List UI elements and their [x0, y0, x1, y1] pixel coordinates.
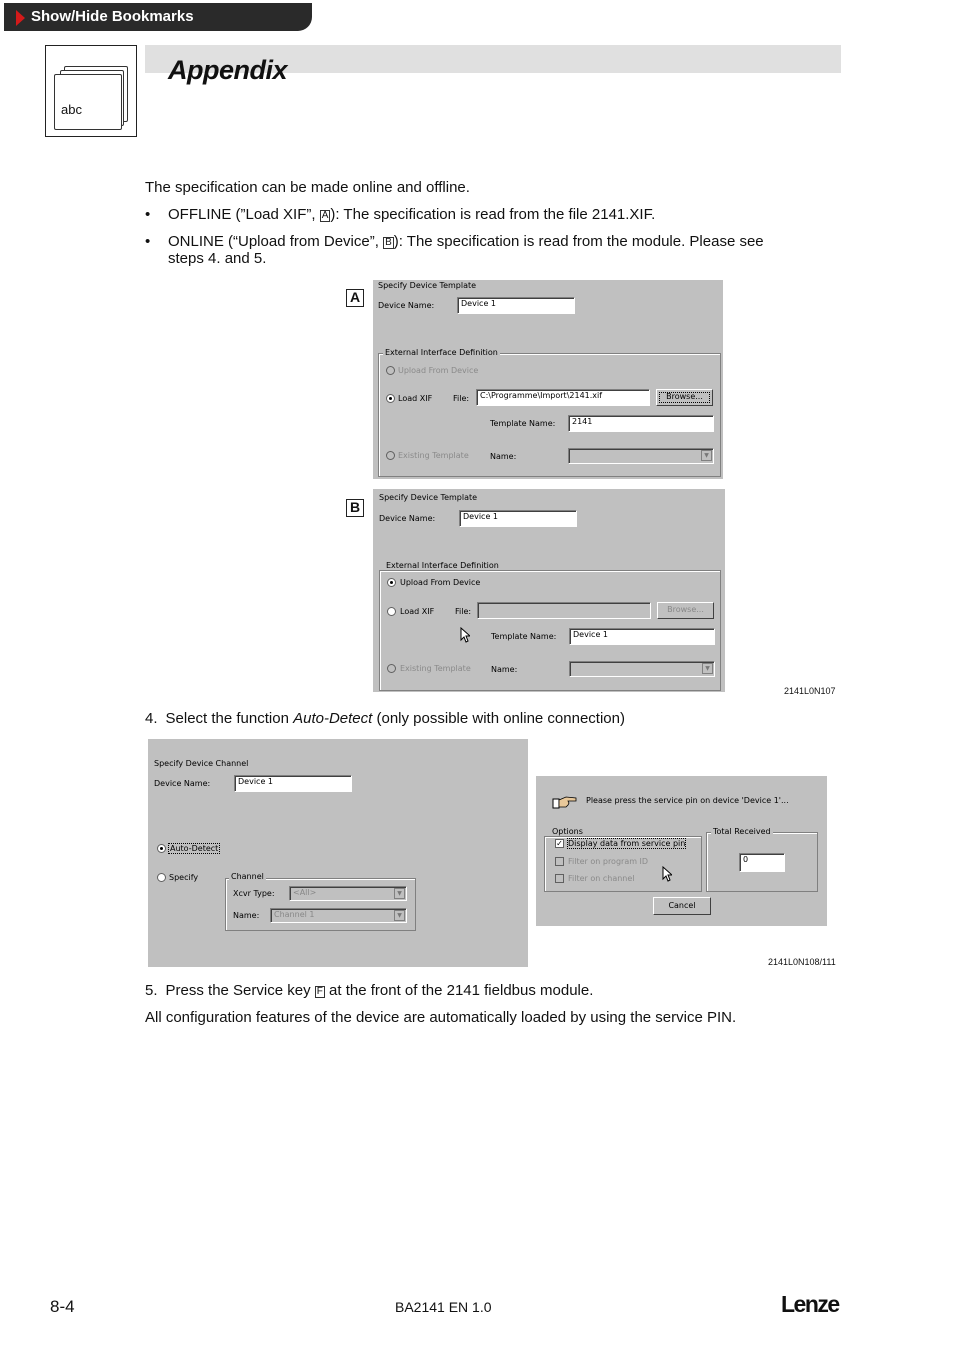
browse-button[interactable]: Browse... — [656, 389, 713, 406]
bullet-dot: • — [145, 206, 151, 223]
chevron-down-icon: ▼ — [702, 663, 713, 674]
chevron-down-icon: ▼ — [394, 910, 405, 921]
dialog-online — [373, 489, 725, 692]
name-label: Name: — [491, 665, 518, 674]
folder-label: abc — [61, 102, 82, 117]
dialog-title: Specify Device Template — [378, 281, 477, 290]
key-a-badge: A — [321, 210, 329, 221]
show-hide-bookmarks-button[interactable] — [4, 3, 312, 31]
filter-program-label: Filter on program ID — [568, 857, 649, 866]
page-title: Appendix — [168, 55, 288, 85]
existing-label: Existing Template — [398, 451, 469, 460]
template-select[interactable] — [569, 661, 715, 677]
existing-radio[interactable] — [387, 664, 396, 673]
bullet-online: ONLINE (“Upload from Device”, B ): The specification is read from the module. Please see — [168, 233, 764, 250]
step-4: 4. Select the function Auto-Detect (only possible with online connection) — [145, 710, 625, 727]
total-received-label: Total Received — [713, 827, 771, 836]
xcvr-select[interactable]: <All> ▼ — [289, 886, 407, 901]
figure-caption: 2141L0N108/111 — [768, 957, 836, 967]
marker-a: A — [346, 289, 364, 307]
lenze-logo: Lenze — [781, 1291, 839, 1317]
upload-radio[interactable] — [387, 578, 396, 587]
file-label: File: — [453, 394, 470, 403]
device-name-input[interactable]: Device 1 — [234, 775, 352, 792]
device-name-input[interactable]: Device 1 — [457, 297, 575, 314]
xcvr-label: Xcvr Type: — [233, 889, 275, 898]
dialog-device-channel — [148, 739, 528, 967]
loadxif-radio[interactable] — [386, 394, 395, 403]
mouse-cursor-icon — [460, 627, 470, 643]
key-f-badge: F — [316, 986, 323, 997]
device-name-label: Device Name: — [154, 779, 211, 788]
existing-radio[interactable] — [386, 451, 395, 460]
device-name-label: Device Name: — [379, 514, 436, 523]
dialog-title: Specify Device Template — [379, 493, 478, 502]
loadxif-label: Load XIF — [400, 607, 435, 616]
upload-radio[interactable] — [386, 366, 395, 375]
loadxif-label: Load XIF — [398, 394, 433, 403]
upload-label: Upload From Device — [400, 578, 481, 587]
mouse-cursor-icon — [662, 866, 672, 882]
file-label: File: — [455, 607, 472, 616]
bullet-offline: OFFLINE (”Load XIF”, A ): The specification is read from the file 2141.XIF. — [168, 206, 656, 223]
channel-name-label: Name: — [233, 911, 260, 920]
intro-text: The specification can be made online and offline. — [145, 179, 470, 196]
service-pin-message: Please press the service pin on device 'Device 1'... — [586, 796, 789, 805]
page-number: 8-4 — [50, 1297, 75, 1316]
template-name-input[interactable]: 2141 — [568, 415, 714, 432]
bookmark-tab-label: Show/Hide Bookmarks — [31, 8, 194, 25]
display-data-checkbox[interactable]: ✓ — [556, 839, 563, 848]
autodetect-label: Auto-Detect — [170, 844, 219, 853]
browse-button[interactable]: Browse... — [657, 602, 714, 619]
specify-radio[interactable] — [157, 873, 166, 882]
device-name-input[interactable]: Device 1 — [459, 510, 577, 527]
bookmark-arrow-icon — [16, 10, 25, 26]
device-name-label: Device Name: — [378, 301, 435, 310]
total-received-value: 0 — [739, 853, 785, 872]
template-name-input[interactable]: Device 1 — [569, 628, 715, 645]
bullet-dot: • — [145, 233, 151, 250]
template-name-label: Template Name: — [490, 419, 556, 428]
template-select[interactable] — [568, 448, 714, 464]
file-input[interactable] — [477, 602, 651, 619]
upload-label: Upload From Device — [398, 366, 479, 375]
cancel-button[interactable]: Cancel — [653, 897, 711, 915]
appendix-folder-icon — [45, 45, 137, 137]
closing-text: All configuration features of the device are automatically loaded by using the service PIN. — [145, 1009, 737, 1026]
step-5: 5. Press the Service key F at the front of the 2141 fieldbus module. — [145, 982, 594, 999]
figure-caption: 2141L0N107 — [784, 686, 836, 696]
options-group-label: Options — [552, 827, 583, 836]
marker-b: B — [346, 499, 364, 517]
channel-group-label: Channel — [231, 872, 264, 881]
dialog-service-pin — [536, 776, 827, 926]
document-id: BA2141 EN 1.0 — [395, 1299, 492, 1315]
dialog-title: Specify Device Channel — [154, 759, 249, 768]
dialog-offline — [373, 280, 723, 479]
filter-channel-checkbox[interactable] — [555, 874, 564, 883]
specify-label: Specify — [169, 873, 199, 882]
display-data-label: Display data from service pin — [568, 839, 686, 848]
chevron-down-icon: ▼ — [701, 450, 712, 461]
pointing-hand-icon — [552, 794, 578, 810]
name-label: Name: — [490, 452, 517, 461]
template-name-label: Template Name: — [491, 632, 557, 641]
filter-channel-label: Filter on channel — [568, 874, 635, 883]
channel-name-select[interactable]: Channel 1 ▼ — [270, 908, 407, 923]
file-input[interactable]: C:\Programme\Import\2141.xif — [476, 389, 650, 406]
chevron-down-icon: ▼ — [394, 888, 405, 899]
filter-program-checkbox[interactable] — [555, 857, 564, 866]
autodetect-radio[interactable] — [157, 844, 166, 853]
bullet-online-cont: steps 4. and 5. — [168, 250, 267, 267]
group-label: External Interface Definition — [385, 348, 498, 357]
loadxif-radio[interactable] — [387, 607, 396, 616]
existing-label: Existing Template — [400, 664, 471, 673]
group-label: External Interface Definition — [386, 561, 499, 570]
key-b-badge: B — [385, 237, 392, 248]
